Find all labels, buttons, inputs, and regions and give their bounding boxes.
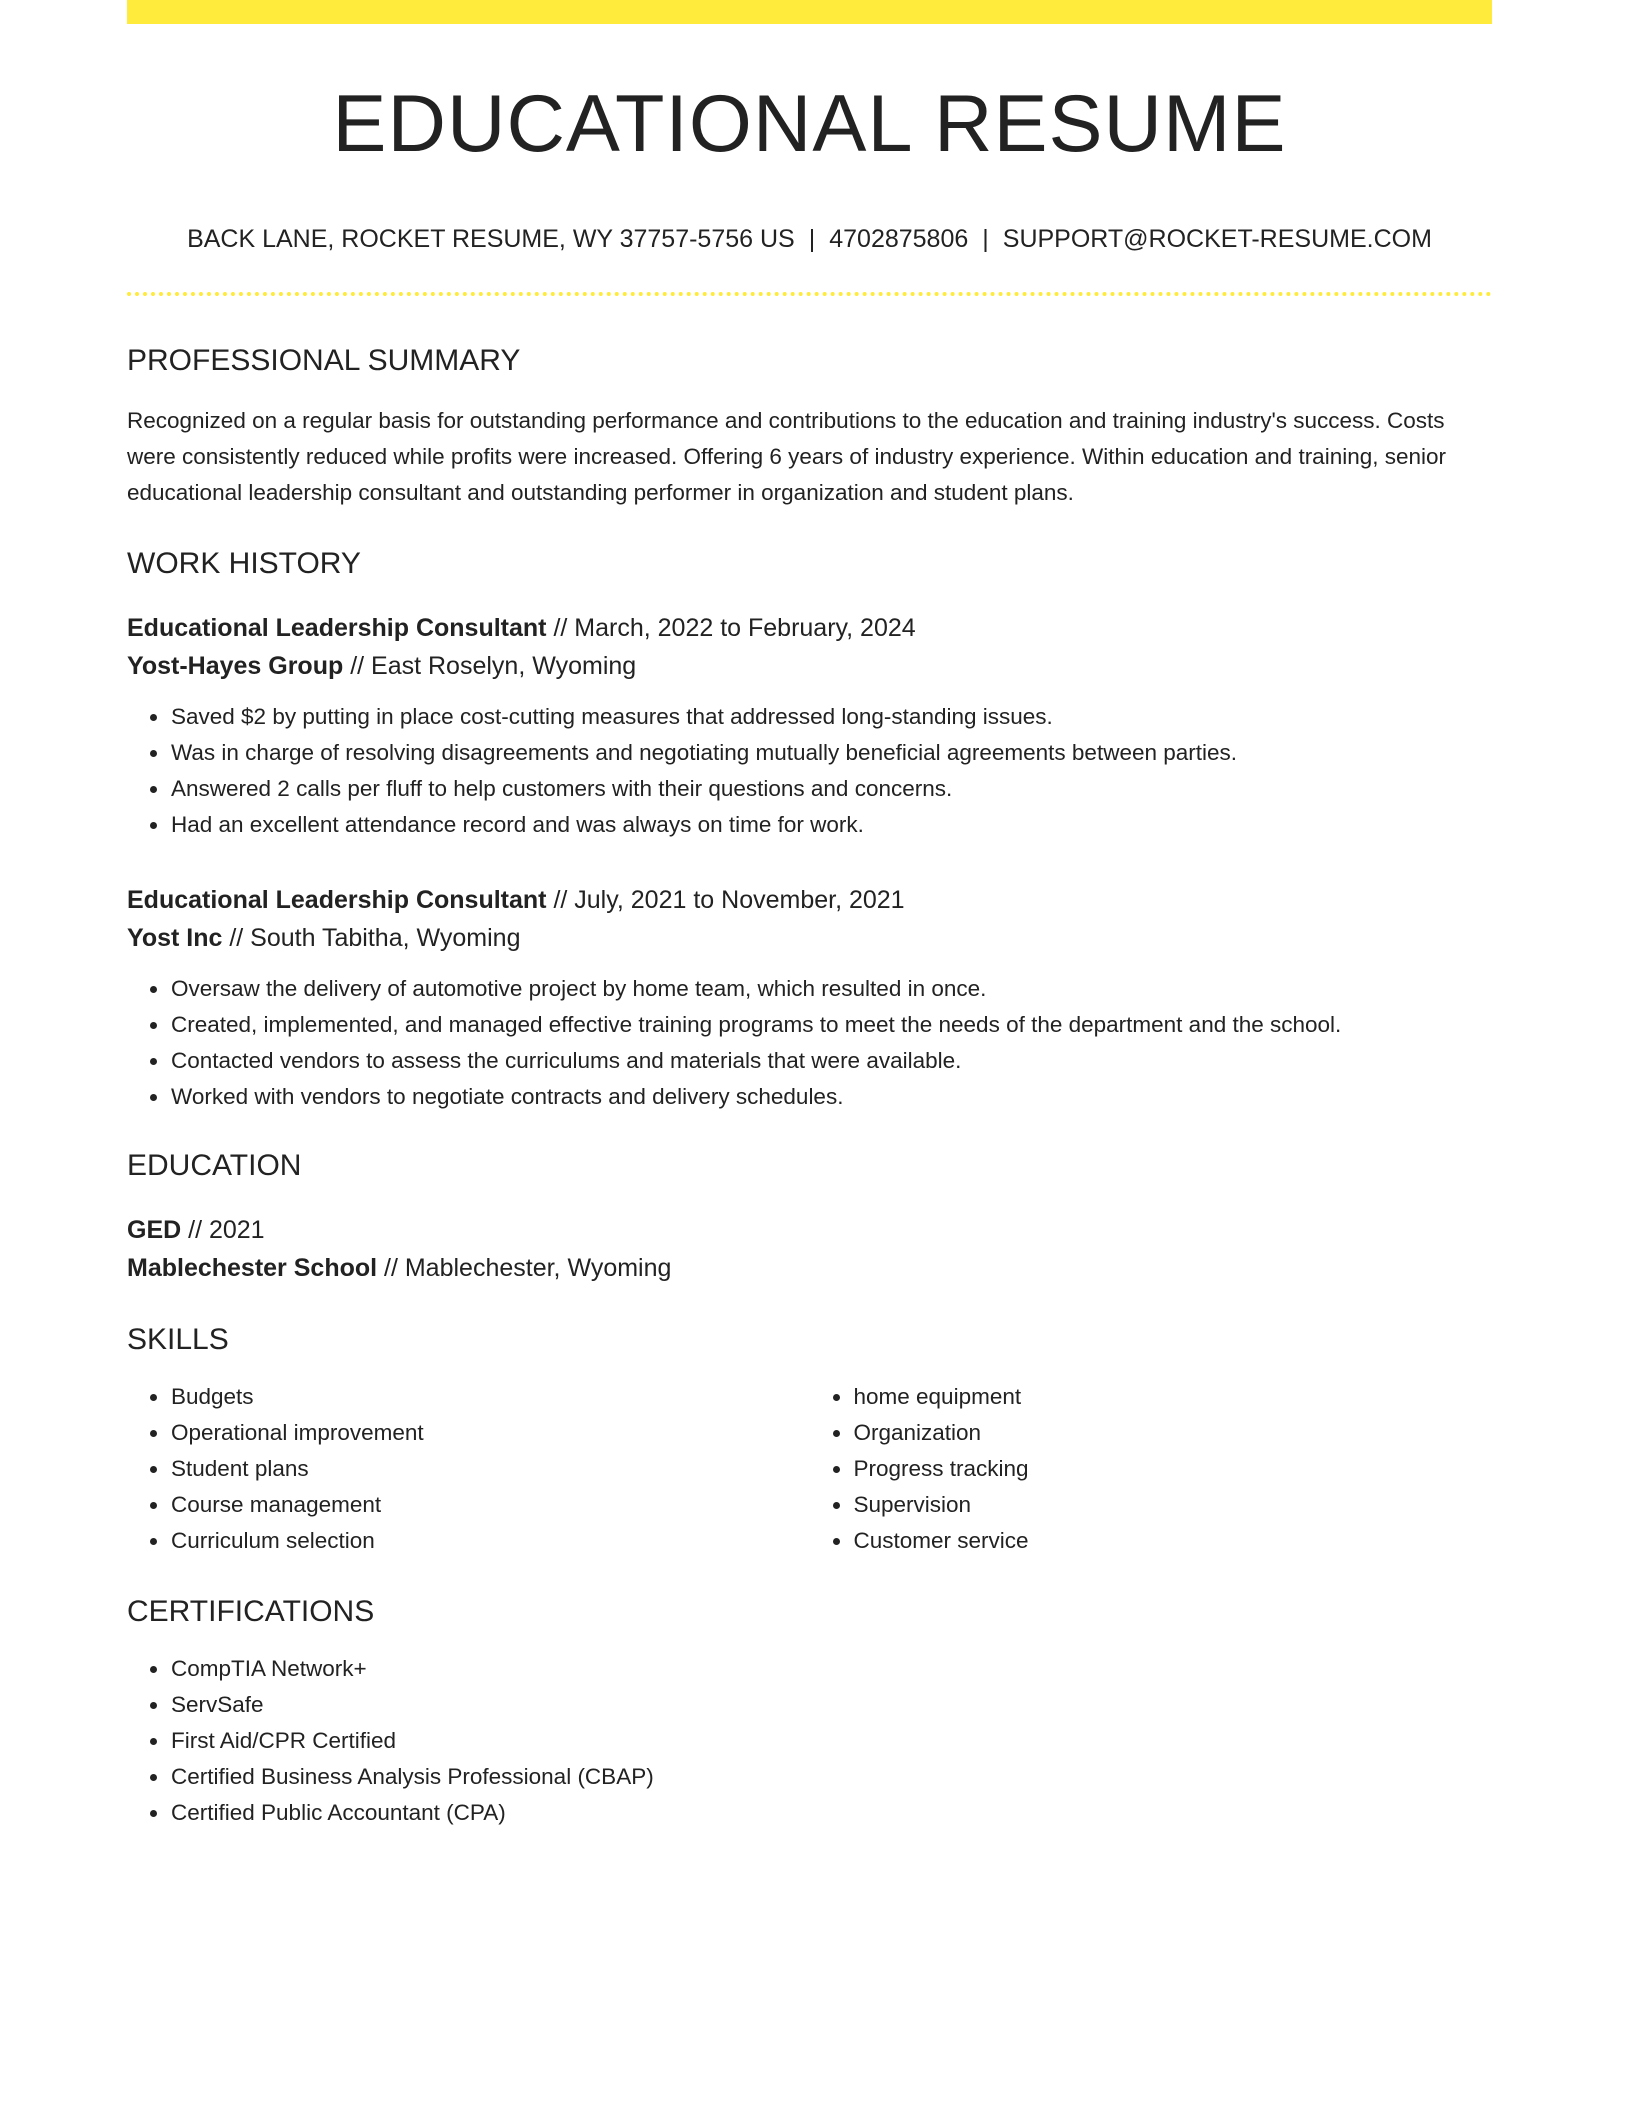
list-item: • Organization — [853, 1415, 1493, 1451]
job-location: // East Roselyn, Wyoming — [343, 652, 637, 680]
list-item: • Course management — [170, 1487, 810, 1523]
phone: 4702875806 — [829, 225, 969, 253]
degree-line — [127, 1211, 1492, 1249]
resume-title: EDUCATIONAL RESUME — [332, 79, 1287, 169]
job-role-line — [127, 881, 1492, 919]
list-item: • ServSafe — [170, 1687, 1492, 1723]
job-entry — [127, 881, 1492, 1115]
job-location: // South Tabitha, Wyoming — [222, 924, 521, 952]
job-dates: // July, 2021 to November, 2021 — [546, 886, 905, 914]
resume-page — [127, 0, 1492, 1831]
list-item: • Certified Business Analysis Professional (CBAP) — [170, 1759, 1492, 1795]
list-item: • Certified Public Accountant (CPA) — [170, 1795, 1492, 1831]
contact-separator: | — [982, 225, 989, 253]
school: Mablechester School — [127, 1254, 378, 1282]
list-item: • Answered 2 calls per fluff to help customers with their questions and concerns. — [170, 771, 1492, 807]
education-entry — [127, 1211, 1492, 1287]
job-entry — [127, 609, 1492, 843]
degree-year: // 2021 — [181, 1216, 265, 1244]
list-item: • Student plans — [170, 1451, 810, 1487]
top-accent-bar — [127, 0, 1492, 24]
list-item: • Customer service — [853, 1523, 1493, 1559]
work-history-heading: WORK HISTORY — [127, 547, 361, 580]
list-item: • Curriculum selection — [170, 1523, 810, 1559]
job-company-line — [127, 919, 1492, 957]
list-item: • Budgets — [170, 1379, 810, 1415]
job-company-line — [127, 647, 1492, 685]
list-item: • home equipment — [853, 1379, 1493, 1415]
list-item: • Worked with vendors to negotiate contracts and delivery schedules. — [170, 1079, 1492, 1115]
list-item: • Operational improvement — [170, 1415, 810, 1451]
job-bullets — [127, 699, 1492, 843]
list-item: • Created, implemented, and managed effective training programs to meet the needs of the department and the school. — [170, 1007, 1492, 1043]
list-item: • Progress tracking — [853, 1451, 1493, 1487]
list-item: • Supervision — [853, 1487, 1493, 1523]
job-bullets — [127, 971, 1492, 1115]
dotted-divider — [127, 292, 1492, 296]
job-company: Yost Inc — [127, 924, 223, 952]
list-item: • Saved $2 by putting in place cost-cutting measures that addressed long-standing issues. — [170, 699, 1492, 735]
list-item: • Had an excellent attendance record and was always on time for work. — [170, 807, 1492, 843]
job-dates: // March, 2022 to February, 2024 — [546, 614, 916, 642]
contact-separator: | — [808, 225, 816, 253]
summary-text: Recognized on a regular basis for outstanding performance and contributions to the education and training industry's success. Costs were consistently reduced while profits were increased. Offering 6 years of industry experience. Within education and training, senior educational leadership consultant and outstanding performer in organization and student plans. — [127, 408, 1447, 505]
school-location: // Mablechester, Wyoming — [377, 1254, 672, 1282]
email[interactable]: SUPPORT@ROCKET-RESUME.COM — [1002, 225, 1432, 253]
skills-heading: SKILLS — [127, 1323, 229, 1356]
contact-line — [127, 227, 1492, 252]
skills-grid — [127, 1379, 1492, 1559]
job-role: Educational Leadership Consultant — [127, 614, 547, 642]
list-item: • CompTIA Network+ — [170, 1651, 1492, 1687]
degree: GED — [127, 1216, 182, 1244]
job-role: Educational Leadership Consultant — [127, 886, 547, 914]
certifications-list — [127, 1651, 1492, 1831]
list-item: • Was in charge of resolving disagreements and negotiating mutually beneficial agreements between parties. — [170, 735, 1492, 771]
school-line — [127, 1249, 1492, 1287]
list-item: • First Aid/CPR Certified — [170, 1723, 1492, 1759]
list-item: • Oversaw the delivery of automotive project by home team, which resulted in once. — [170, 971, 1492, 1007]
address: BACK LANE, ROCKET RESUME, WY 37757-5756 US — [187, 225, 795, 253]
certifications-heading: CERTIFICATIONS — [127, 1595, 375, 1628]
skills-column-left — [127, 1379, 810, 1559]
job-company: Yost-Hayes Group — [127, 652, 344, 680]
education-heading: EDUCATION — [127, 1149, 302, 1182]
list-item: • Contacted vendors to assess the curriculums and materials that were available. — [170, 1043, 1492, 1079]
summary-heading: PROFESSIONAL SUMMARY — [127, 344, 521, 377]
job-role-line — [127, 609, 1492, 647]
skills-column-right — [810, 1379, 1493, 1559]
